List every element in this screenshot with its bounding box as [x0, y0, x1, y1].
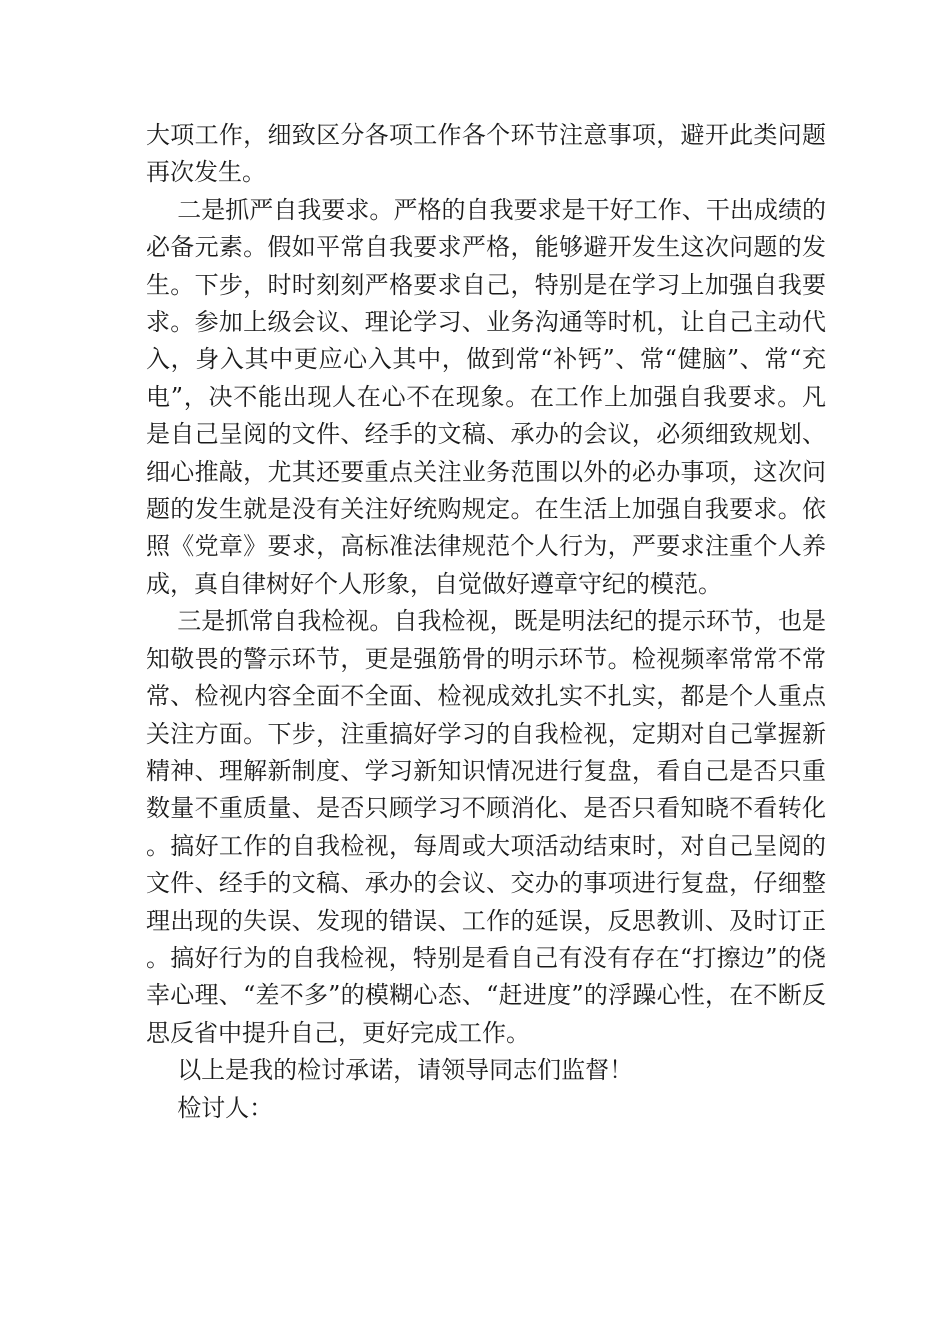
paragraph-self-inspection: 三是抓常自我检视。自我检视，既是明法纪的提示环节，也是知敬畏的警示环节，更是强筋骨的明示环节。检视频率常常不常常、检视内容全面不全面、检视成效扎实不扎实，都是个人重点关注方面。下步，注重搞好学习的自我检视，定期对自己掌握新精神、理解新制度、学习新知识情况进行复盘，看自己是否只重数量不重质量、是否只顾学习不顾消化、是否只看知晓不看转化。搞好工作的自我检视，每周或大项活动结束时，对自己呈阅的文件、经手的文稿、承办的会议、交办的事项进行复盘，仔细整理出现的失误、发现的错误、工作的延误，反思教训、及时订正。搞好行为的自我检视，特别是看自己有没有存在“打擦边”的侥幸心理、“差不多”的模糊心态、“赶进度”的浮躁心性，在不断反思反省中提升自己，更好完成工作。	[146, 607, 826, 1047]
signature-line: 检讨人：	[177, 1093, 274, 1122]
paragraph-closing-commitment: 以上是我的检讨承诺，请领导同志们监督！	[177, 1056, 634, 1085]
paragraph-self-requirement: 二是抓严自我要求。严格的自我要求是干好工作、干出成绩的必备元素。假如平常自我要求严格，能够避开发生这次问题的发生。下步，时时刻刻严格要求自己，特别是在学习上加强自我要求。参加上级会议、理论学习、业务沟通等时机，让自己主动代入，身入其中更应心入其中，做到常“补钙”、常“健脑”、常“充电”，决不能出现人在心不在现象。在工作上加强自我要求。凡是自己呈阅的文件、经手的文稿、承办的会议，必须细致规划、细心推敲，尤其还要重点关注业务范围以外的必办事项，这次问题的发生就是没有关注好统购规定。在生活上加强自我要求。依照《党章》要求，高标准法律规范个人行为，严要求注重个人养成，真自律树好个人形象，自觉做好遵章守纪的模范。	[146, 195, 826, 598]
document-body	[146, 117, 826, 1127]
paragraph-continuation: 大项工作，细致区分各项工作各个环节注意事项，避开此类问题再次发生。	[146, 121, 826, 187]
